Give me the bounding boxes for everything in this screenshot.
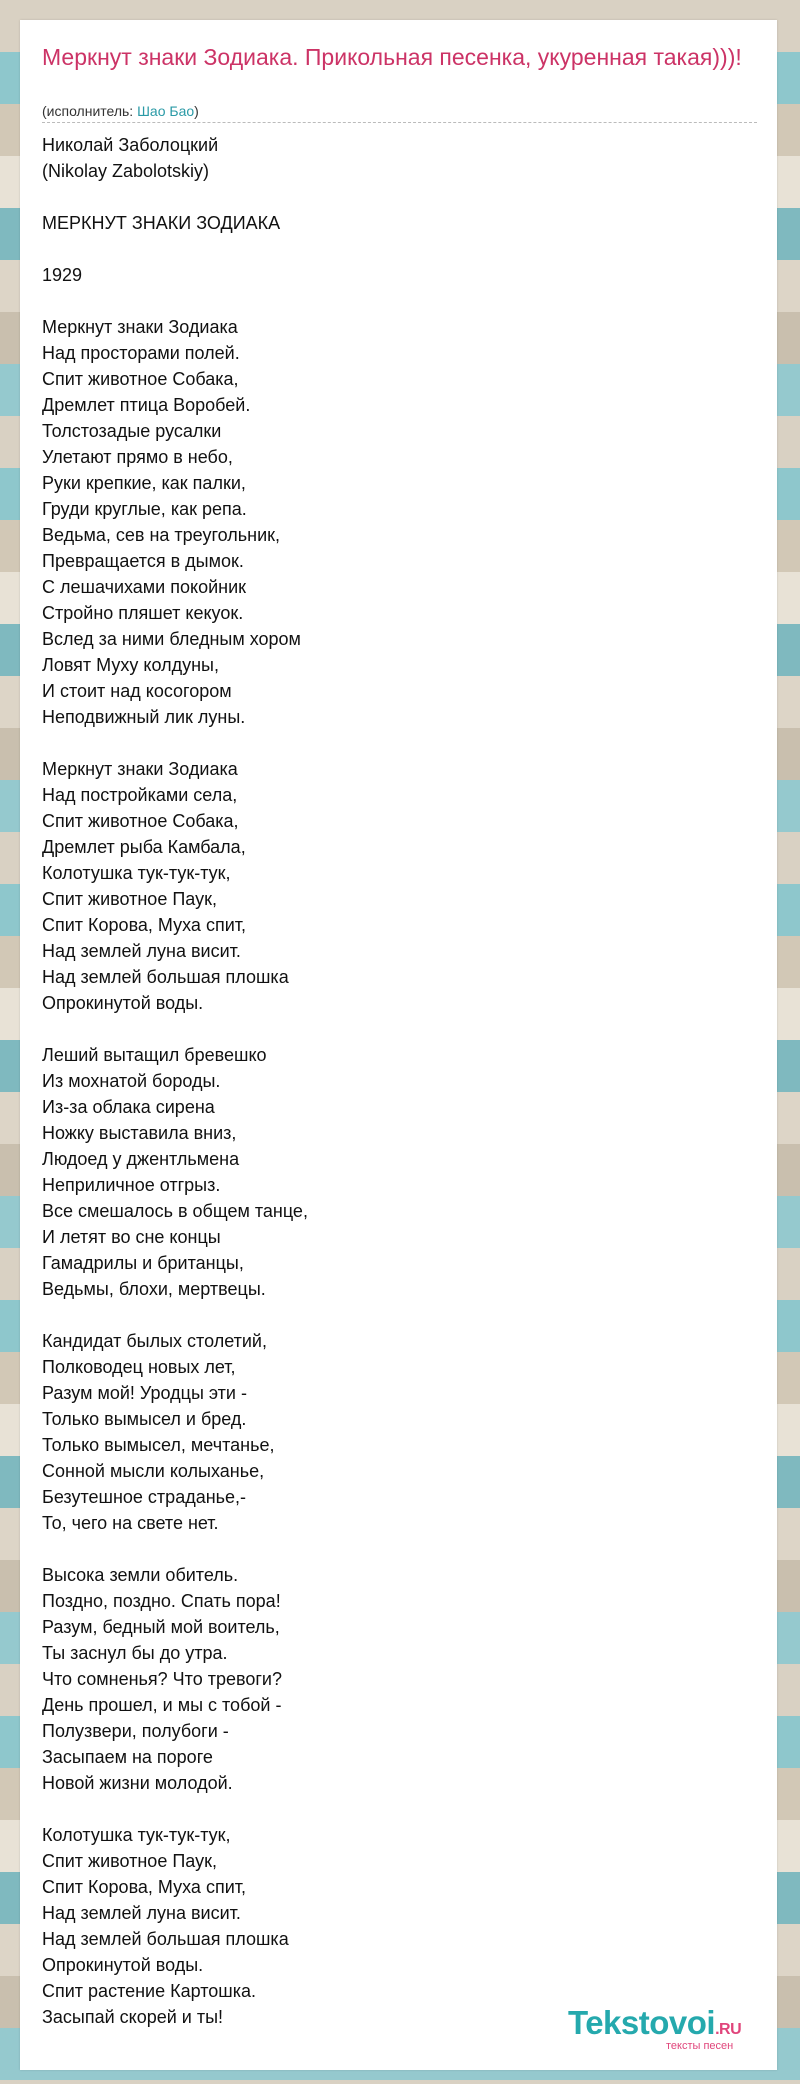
lyrics-text: Николай Заболоцкий (Nikolay Zabolotskiy) МЕРКНУТ ЗНАКИ ЗОДИАКА 1929 Меркнут знаки Зодиака Над просторами полей. Спит животное Собака, Дремлет птица Воробей. Толстозадые русалки Улетают прямо в небо, Руки крепкие, как палки, Груди круглые, как репа. Ведьма, сев на треугольник, Превращается в дымок. С лешачихами покойник Стройно пляшет кекуок. Вслед за ними бледным хором Ловят Муху колдуны, И стоит над косогором Неподвижный лик луны. Меркнут знаки Зодиака Над постройками села, Спит животное Собака, Дремлет рыба Камбала, Колотушка тук-тук-тук, Спит животное Паук, Спит Корова, Муха спит, Над землей луна висит. Над землей большая плошка Опрокинутой воды. Леший вытащил бревешко Из мохнатой бороды. Из-за облака сирена Ножку выставила вниз, Людоед у джентльмена Неприличное отгрыз. Все смешалось в общем танце, И летят во сне концы Гамадрилы и британцы, Ведьмы, блохи, мертвецы. Кандидат былых столетий, Полководец новых лет, Разум мой! Уродцы эти - Только вымысел и бред. Только вымысел, мечтанье, Сонной мысли колыханье, Безутешное страданье,- То, чего на свете нет. Высока земли обитель. Поздно, поздно. Спать пора! Разум, бедный мой воитель, Ты заснул бы до утра. Что сомненья? Что тревоги? День прошел, и мы с тобой - Полузвери, полубоги - Засыпаем на пороге Новой жизни молодой. Колотушка тук-тук-тук, Спит животное Паук, Спит Корова, Муха спит, Над землей луна висит. Над землей большая плошка Опрокинутой воды. Спит растение Картошка. Засыпай скорей и ты! <box>42 135 308 2027</box>
logo-main-text: Tekstovoi <box>568 2004 716 2041</box>
logo-suffix: .RU <box>715 2021 742 2038</box>
performer-link[interactable]: Шао Бао <box>137 103 195 119</box>
dashed-divider <box>42 122 757 123</box>
lyrics-card <box>20 20 777 2070</box>
site-logo[interactable] <box>548 2004 768 2054</box>
logo-tagline: тексты песен <box>666 2040 734 2052</box>
performer-suffix: ) <box>194 103 199 119</box>
performer-line <box>42 102 199 120</box>
performer-prefix: (исполнитель: <box>42 103 138 119</box>
song-title: Меркнут знаки Зодиака. Прикольная песенка, укуренная такая)))! <box>42 44 742 70</box>
